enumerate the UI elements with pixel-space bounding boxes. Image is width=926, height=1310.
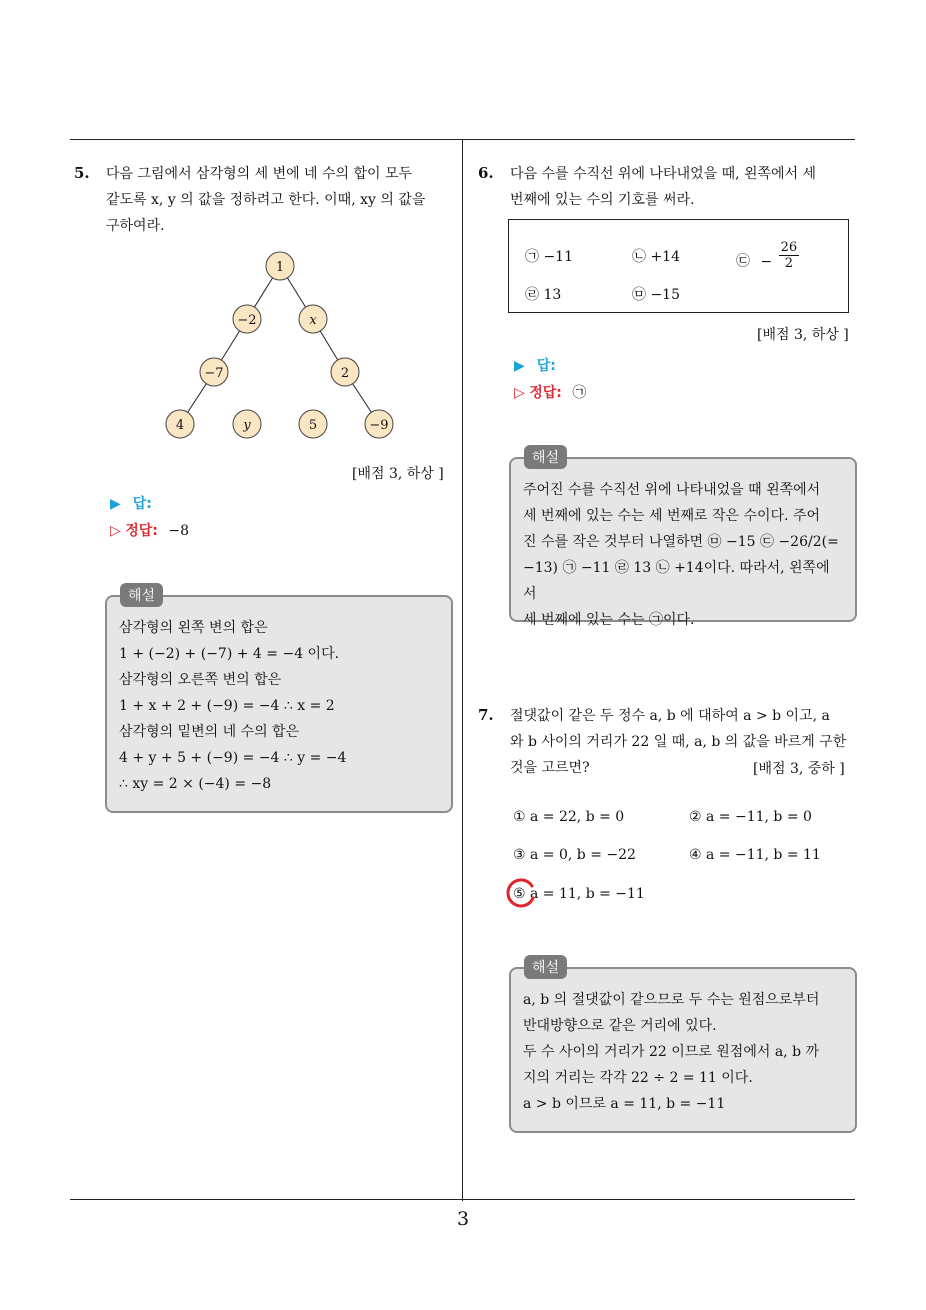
question-6-line: 번째에 있는 수의 기호를 써라. (510, 192, 695, 208)
fraction (779, 240, 800, 271)
explanation-line: 두 수 사이의 거리가 22 이므로 원점에서 a, b 까 (523, 1044, 820, 1060)
explanation-line: 세 번째에 있는 수는 ㉠이다. (523, 612, 695, 628)
triangle-diagram (150, 248, 410, 448)
question-6-explanation (509, 457, 857, 628)
explanation-line: a, b 의 절댓값이 같으므로 두 수는 원점으로부터 (523, 992, 820, 1008)
triangle-icon: ▶ (514, 358, 525, 374)
node-label: 2 (340, 366, 350, 381)
question-6-line: 다음 수를 수직선 위에 나타내었을 때, 왼쪽에서 세 (510, 166, 817, 182)
correct-label: 정답: (529, 385, 562, 401)
explanation-line: 지의 거리는 각각 22 ÷ 2 = 11 이다. (523, 1070, 753, 1086)
option-4[interactable]: ④ a = −11, b = 11 (689, 847, 821, 863)
question-5-line: 같도록 x, y 의 값을 정하려고 한다. 이때, xy 의 값을 (106, 192, 426, 208)
explanation-tag: 해설 (524, 445, 567, 469)
explanation-line: 삼각형의 왼쪽 변의 합은 (119, 620, 268, 636)
question-6-text (510, 161, 860, 213)
triangle-icon: ▶ (110, 496, 121, 512)
explanation-tag: 해설 (120, 583, 163, 607)
choice-1: ㉠ −11 (525, 249, 573, 265)
explanation-line: 주어진 수를 수직선 위에 나타내었을 때 왼쪽에서 (523, 482, 821, 498)
question-7-line: 것을 고르면? (510, 760, 590, 776)
outline-triangle-icon: ▷ (514, 385, 525, 401)
question-6-correct (514, 382, 586, 402)
explanation-line: −13) ㉠ −11 ㉣ 13 ㉡ +14이다. 따라서, 왼쪽에서 (523, 560, 830, 602)
node-label: −7 (204, 366, 224, 381)
question-6-answer-label (514, 355, 556, 375)
question-5-line: 구하여라. (106, 218, 165, 234)
correct-value: ㉠ (572, 385, 587, 401)
node-label: x (309, 313, 317, 328)
explanation-tag: 해설 (524, 955, 567, 979)
node-label: 1 (275, 260, 285, 275)
explanation-line: ∴ xy = 2 × (−4) = −8 (119, 776, 272, 792)
answer-text: 답: (132, 496, 152, 512)
option-2[interactable]: ② a = −11, b = 0 (689, 809, 812, 825)
explanation-line: 1 + x + 2 + (−9) = −4 ∴ x = 2 (119, 698, 335, 714)
selected-circle-icon (504, 876, 538, 910)
question-5-score: [배점 3, 하상 ] (352, 466, 444, 482)
correct-value: −8 (168, 523, 189, 539)
question-7-score: [배점 3, 중하 ] (753, 761, 845, 777)
question-6-number: 6. (478, 164, 494, 182)
option-1[interactable]: ① a = 22, b = 0 (513, 809, 625, 825)
choice-5: ㉤ −15 (632, 287, 680, 303)
explanation-line: 진 수를 작은 것부터 나열하면 ㉤ −15 ㉢ −26/2(= (523, 534, 839, 550)
answer-text: 답: (536, 358, 556, 374)
question-5-correct (110, 520, 189, 540)
question-5-explanation (105, 595, 453, 813)
column-divider (462, 139, 463, 1201)
explanation-line: 세 번째에 있는 수는 세 번째로 작은 수이다. 주어 (523, 508, 821, 524)
outline-triangle-icon: ▷ (110, 523, 121, 539)
bottom-rule (70, 1199, 855, 1200)
question-7-number: 7. (478, 706, 494, 724)
question-5-answer-label (110, 493, 152, 513)
question-7-line: 와 b 사이의 거리가 22 일 때, a, b 의 값을 바르게 구한 (510, 734, 847, 750)
explanation-line: 삼각형의 밑변의 네 수의 합은 (119, 724, 300, 740)
question-7-explanation (509, 967, 857, 1133)
question-5-text (106, 161, 456, 239)
page-number: 3 (456, 1208, 470, 1230)
question-6-score: [배점 3, 하상 ] (757, 327, 849, 343)
question-5-number: 5. (74, 164, 90, 182)
choice-3 (736, 240, 799, 277)
fraction-denominator: 2 (784, 256, 794, 271)
correct-label: 정답: (125, 523, 158, 539)
option-3[interactable]: ③ a = 0, b = −22 (513, 847, 636, 863)
node-label: −2 (237, 313, 257, 328)
choice-4: ㉣ 13 (525, 287, 562, 303)
option-5[interactable]: ⑤ a = 11, b = −11 (513, 886, 645, 902)
node-label: 5 (308, 418, 318, 433)
explanation-line: 삼각형의 오른쪽 변의 합은 (119, 672, 282, 688)
question-7-line: 절댓값이 같은 두 정수 a, b 에 대하여 a > b 이고, a (510, 708, 830, 724)
explanation-line: 4 + y + 5 + (−9) = −4 ∴ y = −4 (119, 750, 347, 766)
explanation-line: a > b 이므로 a = 11, b = −11 (523, 1096, 726, 1112)
choice-2: ㉡ +14 (632, 249, 680, 265)
question-5-line: 다음 그림에서 삼각형의 세 변에 네 수의 합이 모두 (106, 166, 413, 182)
node-label: 4 (175, 418, 185, 433)
node-label: y (243, 418, 251, 433)
explanation-line: 반대방향으로 같은 거리에 있다. (523, 1018, 717, 1034)
explanation-line: 1 + (−2) + (−7) + 4 = −4 이다. (119, 646, 340, 662)
fraction-numerator: 26 (780, 240, 798, 255)
choice-3-label: ㉢ (736, 253, 750, 270)
minus-sign: − (760, 253, 773, 270)
node-label: −9 (369, 418, 389, 433)
